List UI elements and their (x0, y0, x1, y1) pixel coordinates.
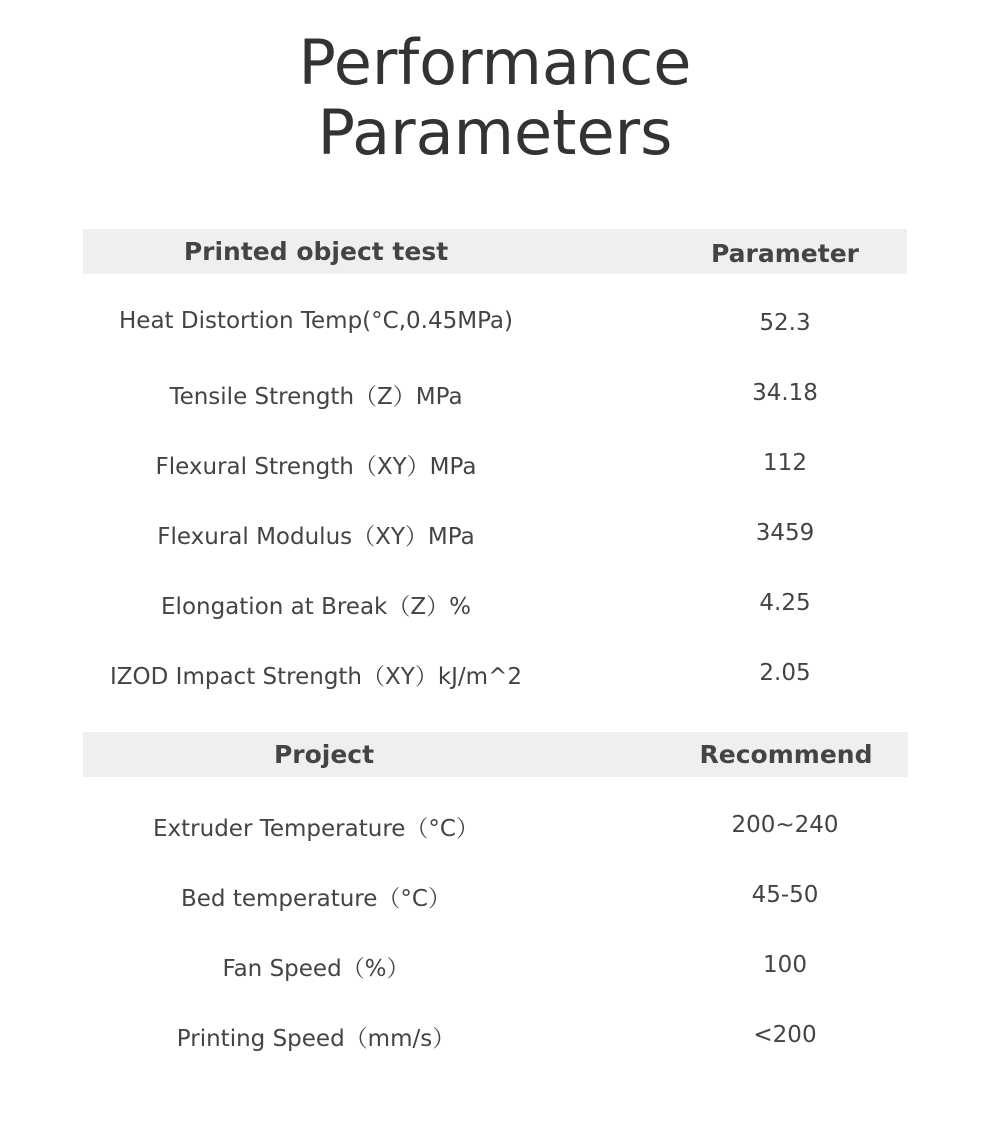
table2-row-value: <200 (753, 1022, 817, 1048)
table1-row-label: Flexural Modulus（XY）MPa (157, 524, 475, 550)
table2-row-label: Fan Speed（%） (222, 956, 410, 982)
table1-row-value: 2.05 (759, 660, 811, 686)
table2-header (83, 732, 908, 777)
table1-row-value: 112 (763, 450, 807, 476)
table2-row-value: 200~240 (731, 812, 839, 838)
page-title (0, 28, 990, 168)
page-title-line2: Parameters (317, 96, 673, 169)
table2-row-value: 100 (763, 952, 807, 978)
table2-header-recommend: Recommend (699, 740, 873, 769)
table1-row (83, 286, 907, 356)
table1-row-label: IZOD Impact Strength（XY）kJ/m^2 (110, 664, 522, 690)
table1-row-label: Elongation at Break（Z）% (161, 594, 471, 620)
table1-row (83, 426, 907, 496)
table1-header (83, 229, 907, 274)
table1-row-value: 3459 (755, 520, 815, 546)
table1-row-label: Tensile Strength（Z）MPa (169, 384, 463, 410)
table2-row-label: Printing Speed（mm/s） (176, 1026, 456, 1052)
table2-row (83, 998, 907, 1068)
table2-row-label: Bed temperature（°C） (181, 886, 451, 912)
table1-row (83, 356, 907, 426)
table1-row-value: 34.18 (752, 380, 818, 406)
table2-row-label: Extruder Temperature（°C） (153, 816, 479, 842)
table1-row (83, 636, 907, 706)
table2-header-project: Project (273, 740, 375, 769)
table1-header-test: Printed object test (183, 237, 449, 266)
table1-row (83, 566, 907, 636)
page-title-line1: Performance (298, 26, 692, 99)
table2-row (83, 928, 907, 998)
table2-row-value: 45-50 (751, 882, 819, 908)
table1-row-label: Flexural Strength（XY）MPa (155, 454, 477, 480)
table1-row-value: 52.3 (759, 310, 811, 336)
table1-row (83, 496, 907, 566)
table2-row (83, 858, 907, 928)
table2-row (83, 788, 907, 858)
table1-row-value: 4.25 (759, 590, 811, 616)
table1-header-parameter: Parameter (711, 239, 859, 268)
table1-row-label: Heat Distortion Temp(°C,0.45MPa) (119, 308, 513, 334)
